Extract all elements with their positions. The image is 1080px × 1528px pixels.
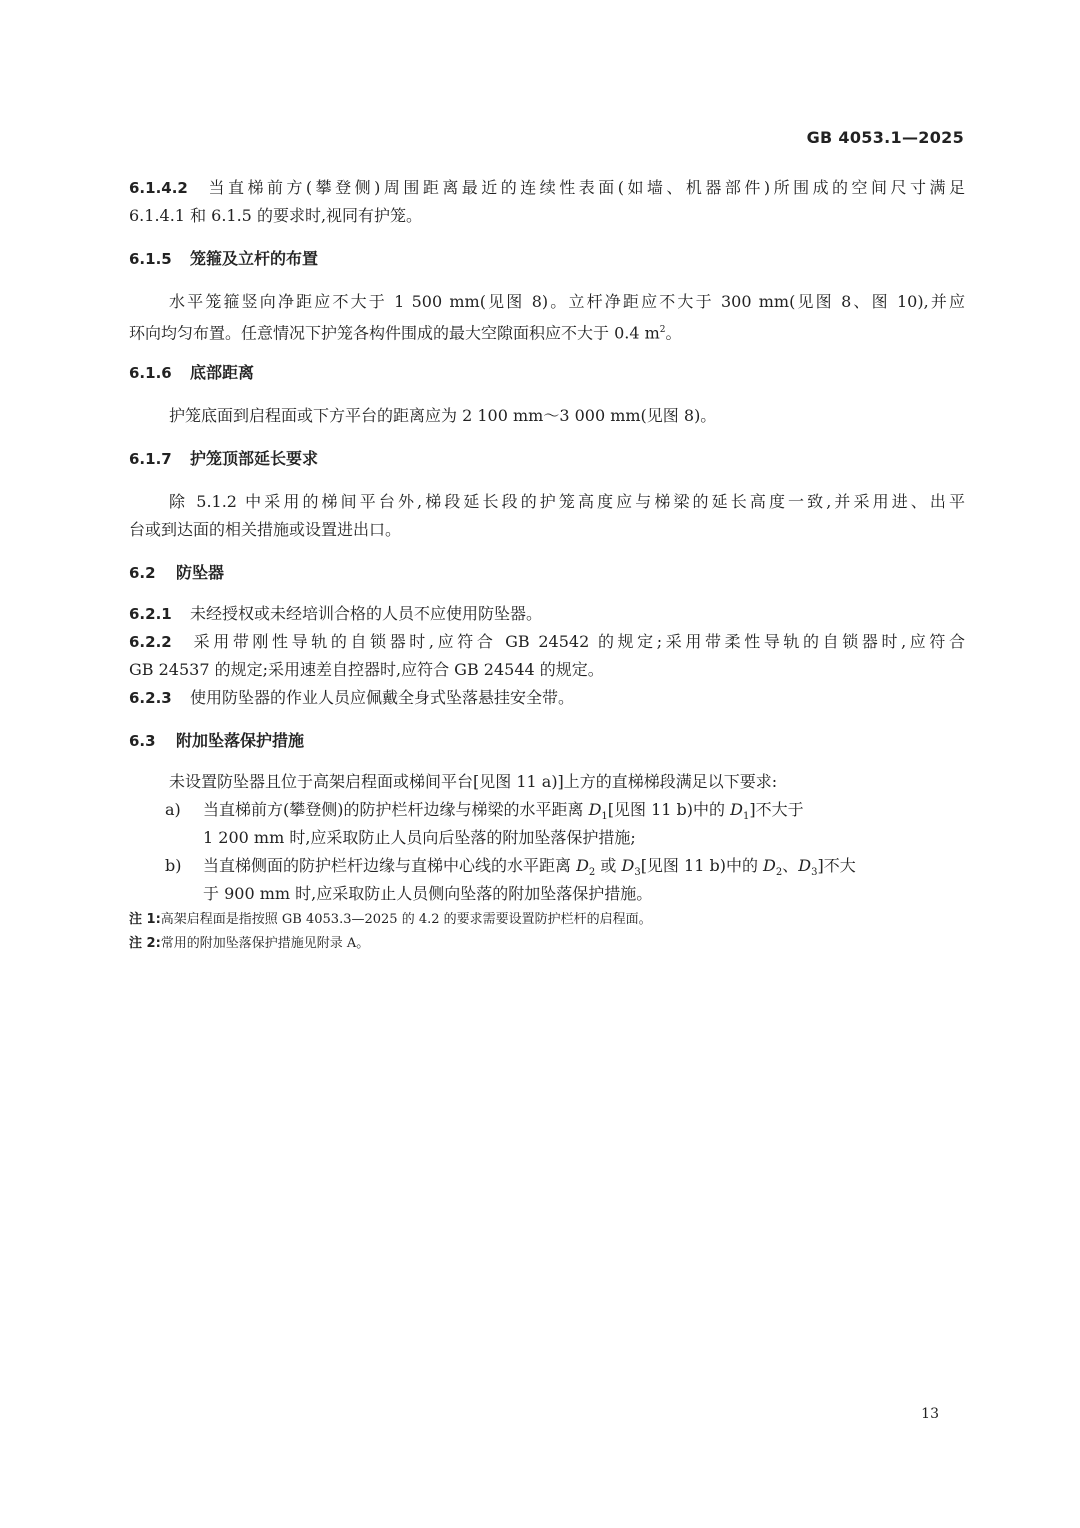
clause-text: 使用防坠器的作业人员应佩戴全身式坠落悬挂安全带。 xyxy=(190,688,575,707)
superscript: 2 xyxy=(659,325,666,335)
standard-code: GB 4053.1—2025 xyxy=(806,128,964,147)
note-label: 注 2: xyxy=(129,936,161,951)
list-item-b-line2: 于 900 mm 时,应采取防止人员侧向坠落的附加坠落保护措施。 xyxy=(203,884,653,903)
clause-number: 6.1.4.2 xyxy=(129,179,188,197)
clause-number: 6.2.3 xyxy=(129,689,172,707)
list-item-a-line2: 1 200 mm 时,应采取防止人员向后坠落的附加坠落保护措施; xyxy=(203,828,636,847)
clause-text: 未经授权或未经培训合格的人员不应使用防坠器。 xyxy=(190,604,543,623)
list-label: b) xyxy=(165,856,182,875)
heading-6-1-7 xyxy=(129,445,965,473)
note-1 xyxy=(129,908,965,932)
heading-number: 6.3 xyxy=(129,732,156,750)
clause-6-1-4-2-line1 xyxy=(129,174,965,202)
clause-number: 6.2.2 xyxy=(129,633,172,651)
paragraph-6-3-intro: 未设置防坠器且位于高架启程面或梯间平台[见图 11 a)]上方的直梯梯段满足以下要求: xyxy=(169,772,778,791)
heading-number: 6.1.5 xyxy=(129,250,172,268)
heading-title: 护笼顶部延长要求 xyxy=(190,449,319,468)
note-text: 高架启程面是指按照 GB 4053.3—2025 的 4.2 的要求需要设置防护栏杆的启程面。 xyxy=(160,912,652,927)
heading-number: 6.1.6 xyxy=(129,364,172,382)
paragraph-6-1-7-line2: 台或到达面的相关措施或设置进出口。 xyxy=(129,520,402,539)
clause-6-2-1 xyxy=(129,600,965,628)
note-2 xyxy=(129,932,965,956)
paragraph-6-1-6: 护笼底面到启程面或下方平台的距离应为 2 100 mm～3 000 mm(见图 8)。 xyxy=(169,406,717,425)
page-number: 13 xyxy=(921,1406,939,1422)
heading-6-1-5 xyxy=(129,245,965,273)
clause-6-1-4-2-line2: 6.1.4.1 和 6.1.5 的要求时,视同有护笼。 xyxy=(129,206,423,225)
paragraph-6-1-7-line1: 除 5.1.2 中采用的梯间平台外,梯段延长段的护笼高度应与梯梁的延长高度一致,并采用进、出平 xyxy=(169,492,965,511)
list-label: a) xyxy=(165,800,181,819)
clause-text: 当直梯前方(攀登侧)周围距离最近的连续性表面(如墙、机器部件)所围成的空间尺寸满足 xyxy=(205,178,965,197)
clause-6-2-2-line2: GB 24537 的规定;采用速差自控器时,应符合 GB 24544 的规定。 xyxy=(129,660,604,679)
list-item-b-line1: b) 当直梯侧面的防护栏杆边缘与直梯中心线的水平距离 $D_2$ 或 $D_3$[见图 11 b)中的 $D_2$、$D_3$]不大 xyxy=(129,852,965,880)
heading-number: 6.2 xyxy=(129,564,156,582)
clause-6-2-3 xyxy=(129,684,965,712)
heading-title: 笼箍及立杆的布置 xyxy=(190,249,319,268)
list-item-a-line1: a) 当直梯前方(攀登侧)的防护栏杆边缘与梯梁的水平距离 $D_1$[见图 11 b)中的 $D_1$]不大于 xyxy=(129,796,965,824)
clause-text: 采用带刚性导轨的自锁器时,应符合 GB 24542 的规定;采用带柔性导轨的自锁器时,应符合 xyxy=(190,632,965,651)
heading-6-1-6 xyxy=(129,359,965,387)
heading-title: 附加坠落保护措施 xyxy=(176,731,305,750)
paragraph-6-1-5-line1: 水平笼箍竖向净距应不大于 1 500 mm(见图 8)。立杆净距应不大于 300 mm(见图 8、图 10),并应 xyxy=(169,292,965,311)
paragraph-6-1-5-line2: 环向均匀布置。任意情况下护笼各构件围成的最大空隙面积应不大于 0.4 $m^2$。 xyxy=(129,323,682,343)
heading-title: 底部距离 xyxy=(190,363,255,382)
document-body xyxy=(129,174,965,956)
note-label: 注 1: xyxy=(129,912,161,927)
heading-6-3 xyxy=(129,727,965,755)
heading-title: 防坠器 xyxy=(176,563,225,582)
note-text: 常用的附加坠落保护措施见附录 A。 xyxy=(160,936,370,951)
clause-number: 6.2.1 xyxy=(129,605,172,623)
heading-6-2 xyxy=(129,559,965,587)
clause-6-2-2-line1 xyxy=(129,628,965,656)
heading-number: 6.1.7 xyxy=(129,450,172,468)
